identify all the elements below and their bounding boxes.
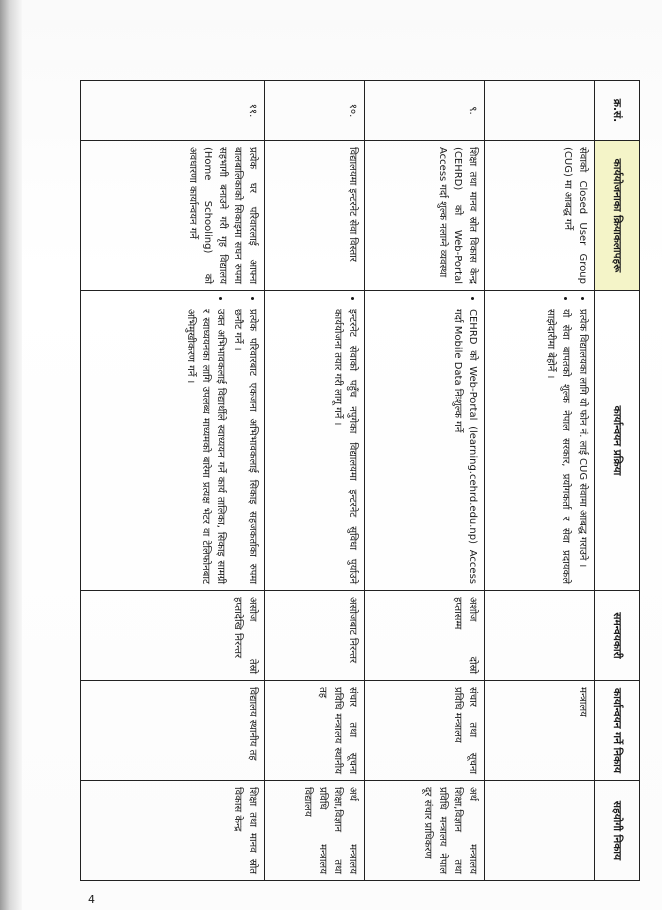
process-item: • प्रत्येक परिवारबाट एकजना अभिभावकलाई सिकाइ सहजकर्ताका रुपमा छनौट गर्ने । [230,309,260,584]
row-implementer: मन्त्रालय [485,681,595,781]
row-sn: १०. [265,81,365,141]
row-sn: ११. [81,81,265,141]
row-coordinator: अशोज दोस्रो हप्तासम्म [365,591,485,681]
header-process: कार्यान्वयन प्रक्रिया [595,291,640,591]
process-item: • यो सेवा बापतको शुल्क नेपाल सरकार, प्रयोगकर्ता र सेवा प्रदायकले साझेदारीमा बेहोर्ने । [543,309,573,584]
row-activity: प्रत्येक घर परिवारलाई आफ्ना बालबालिकाको सिकाइमा सघन रुपमा सहभागी बनाउने गरी गृह विद्यालय (Home Schooling) को अवधारणा कार्यान्वयन गर्ने [81,141,265,291]
row-partner: शिक्षा तथा मानव स्रोत विकास केन्द्र [81,781,265,881]
action-plan-table [80,80,640,881]
rotated-table-sheet [80,80,640,880]
row-process [265,291,365,591]
table-row [81,81,265,881]
row-process [365,291,485,591]
row-partner: अर्थ मन्त्रालय शिक्षा,विज्ञान तथा प्रविधि मन्त्रालय नेपाल दूर संचार प्राधिकरण [365,781,485,881]
row-coordinator: असोज तेस्रो हप्तादेखि निरन्तर [81,591,265,681]
table-row [265,81,365,881]
row-implementer: संचार तथा सूचना प्रविधि मन्त्रालय स्थानीय तह [265,681,365,781]
row-coordinator: असोजबाट निरन्तर [265,591,365,681]
row-process [81,291,265,591]
process-item: • प्रत्येक विद्यालयका लागि यो फोन नं. लाई CUG सेवामा आबद्ध गराउने । [575,309,590,584]
header-activity: कार्ययोजनाका क्रियाकलापहरू [595,141,640,291]
table-row [485,81,595,881]
row-partner: अर्थ मन्त्रालय शिक्षा,विज्ञान तथा प्रविधि मन्त्रालय विद्यालय [265,781,365,881]
row-activity: सेवाको Closed User Group (CUG) मा आबद्ध गर्ने [485,141,595,291]
row-coordinator [485,591,595,681]
row-partner [485,781,595,881]
row-activity: विद्यालयमा इन्टरनेट सेवा विस्तार [265,141,365,291]
header-sn: क्र.सं. [595,81,640,141]
process-item: • उक्त अभिभावकलाई विद्यार्थीले स्वाध्ययन गर्ने कार्य तालिका, सिकाइ सामग्री र स्वाध्ययनका लागि उपलब्ध माध्यमको बारेमा प्रत्यक्ष भेटर वा टेलिफोनबाट अभिमुखीकरण गर्ने । [183,309,228,584]
header-coordinator: समन्वयकारी [595,591,640,681]
row-activity: शिक्षा तथा मानव स्रोत विकास केन्द्र (CEHRD) को Web-Portal Access गर्दा शुल्क नलाग्ने व्यवस्था [365,141,485,291]
header-implementer: कार्यान्वयन गर्ने निकाय [595,681,640,781]
row-implementer: संचार तथा सूचना प्रविधि मन्त्रालय [365,681,485,781]
process-item: • CEHRD को Web-Portal (learning.cehrd.edu.np) Access गर्दा Mobile Data निःशुल्क गर्ने [450,309,480,584]
header-partner: सहयोगी निकाय [595,781,640,881]
page-number: 4 [88,893,95,906]
row-sn [485,81,595,141]
scan-left-edge [0,0,22,910]
row-sn: ९. [365,81,485,141]
process-item: • इन्टरनेट सेवाको पहुँच नपुगेका विद्यालयमा इन्टरनेट सुविधा पुर्याउने कार्ययोजना तयार गरी लागू गर्ने । [330,309,360,584]
row-implementer: विद्यालय स्थानीय तह [81,681,265,781]
table-row [365,81,485,881]
row-process [485,291,595,591]
table-header-row [595,81,640,881]
